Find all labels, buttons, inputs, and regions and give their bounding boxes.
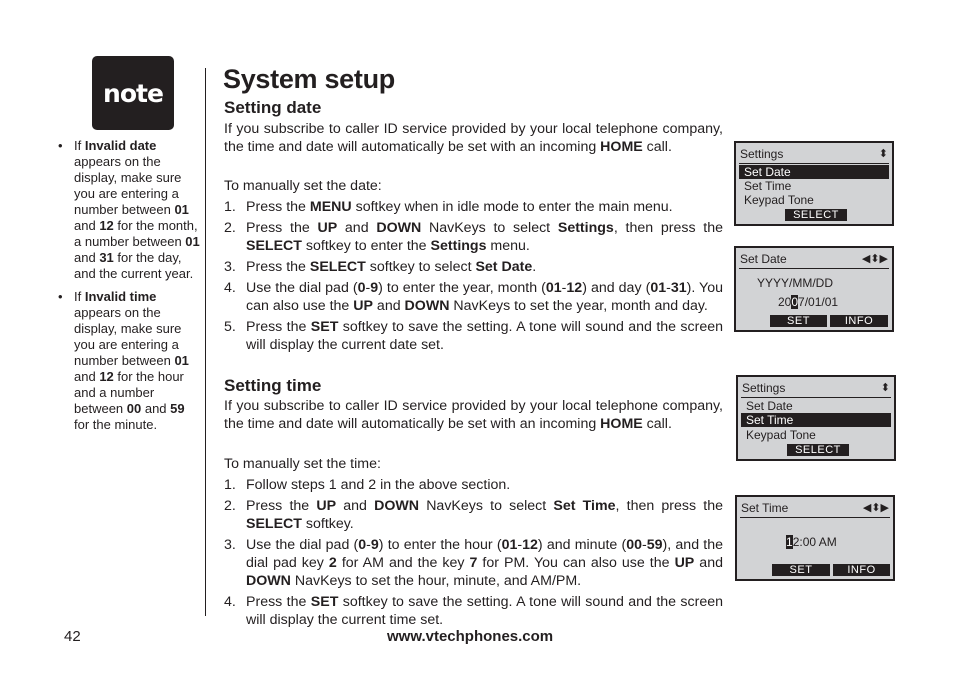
lcd-set-date (734, 246, 894, 332)
step-text: Press the (246, 199, 310, 215)
step-bold-text: 9 (370, 537, 379, 553)
lcd-settings-set-date (734, 141, 894, 226)
step-bold-text: Set Time (553, 498, 616, 514)
step-text: Press the (246, 220, 318, 236)
step-text: NavKeys to set the hour, minute, and AM/PM. (290, 573, 582, 589)
setting-date-intro (224, 121, 723, 157)
note-bold: 59 (170, 401, 185, 416)
intro-text: call. (642, 138, 672, 155)
step-bold-text: 0 (358, 537, 367, 553)
note-text: for the hour and a number between (74, 369, 184, 416)
lcd-softkey-set: SET (772, 564, 830, 576)
note-bold: 01 (174, 202, 189, 217)
step-text: Press the (246, 319, 311, 335)
step-text: ) and day ( (582, 280, 651, 296)
lcd-date-value (778, 295, 838, 309)
step-number: 3. (224, 259, 236, 275)
step-text: - (365, 280, 371, 296)
step-bold-text: 2 (328, 555, 337, 571)
step-bold-text: 01 (650, 280, 667, 296)
lcd-set-time (735, 495, 895, 581)
side-note-invalid-time (57, 289, 202, 433)
setting-time-intro (224, 398, 723, 434)
step-bold-text: SELECT (309, 259, 366, 275)
step-text: softkey to save the setting. A tone will sound and the screen will display the current time set. (246, 594, 724, 628)
note-bold: 00 (126, 401, 142, 416)
setting-time-heading: Setting time (224, 376, 322, 395)
step-bold-text: UP (353, 298, 373, 314)
step-bold-text: 7 (469, 555, 478, 571)
note-text: If (74, 289, 85, 304)
lcd-menu-item-set-time: Set Time (744, 179, 792, 193)
note-text: for the month, a number between (74, 218, 198, 249)
nav-arrows-icon: ◀⬍▶ (862, 502, 889, 514)
side-notes-list (57, 138, 202, 440)
step-bold-text: UP (317, 220, 338, 236)
intro-bold: HOME (600, 415, 643, 432)
intro-text: If you subscribe to caller ID service provided by your local telephone company, the time and date will automatically be set with an incoming (224, 121, 723, 155)
step-text: ). You can also use the (246, 280, 723, 314)
step-number: 1. (224, 199, 236, 215)
step-text: softkey to save the setting. A tone will sound and the screen will display the current date set. (246, 319, 724, 353)
note-logo-text: note (103, 78, 163, 108)
step-text: and (337, 220, 377, 236)
lcd-divider (741, 397, 891, 398)
step-text: . (532, 259, 537, 275)
step-text: softkey. (301, 516, 354, 532)
step-text: Press the (246, 259, 310, 275)
step-text: softkey to enter the (301, 238, 431, 254)
step-number: 5. (224, 319, 236, 335)
lcd-header: Settings (740, 147, 784, 161)
note-bold: 01 (174, 353, 189, 368)
setting-date-heading: Setting date (224, 98, 322, 117)
note-text: appears on the display, make sure you are entering a number between (74, 154, 182, 217)
up-down-arrows-icon: ⬍ (878, 148, 888, 160)
lcd-menu-item-set-date: Set Date (746, 399, 793, 413)
note-bold: 12 (99, 218, 114, 233)
step-text: , then press the (613, 220, 724, 236)
step-bold-text: UP (316, 498, 337, 514)
step-item (224, 219, 723, 255)
step-number: 4. (224, 280, 236, 296)
lcd-header: Set Date (740, 252, 787, 266)
step-bold-text: DOWN (404, 298, 450, 314)
step-bold-text: 9 (370, 280, 379, 296)
step-bold-text: 01 (501, 537, 518, 553)
intro-text: If you subscribe to caller ID service provided by your local telephone company, the time and date will automatically be set with an incoming (224, 398, 723, 432)
step-bold-text: DOWN (376, 220, 422, 236)
page-title: System setup (223, 64, 395, 94)
step-item (224, 497, 723, 533)
note-text: and (74, 218, 100, 233)
step-number: 3. (224, 537, 236, 553)
step-text: NavKeys to set the year, month and day. (449, 298, 708, 314)
step-bold-text: 59 (646, 537, 663, 553)
step-item (224, 258, 723, 276)
step-text: menu. (486, 238, 530, 254)
intro-text: call. (642, 415, 672, 432)
step-item (224, 593, 723, 629)
footer-url: www.vtechphones.com (387, 628, 554, 645)
step-text: Press the (246, 594, 311, 610)
step-bold-text: 12 (566, 280, 583, 296)
lcd-menu-item-keypad-tone: Keypad Tone (746, 428, 816, 442)
step-text: softkey to select (365, 259, 476, 275)
step-bold-text: 12 (522, 537, 538, 553)
side-note-invalid-date (57, 138, 202, 282)
lcd-time-value (786, 535, 837, 549)
note-bold: Invalid date (84, 138, 157, 153)
step-text: Use the dial pad ( (246, 280, 358, 296)
note-bold: 01 (185, 234, 200, 249)
lcd-divider (740, 517, 890, 518)
step-bold-text: UP (674, 555, 695, 571)
step-text: - (561, 280, 567, 296)
step-text: ) to enter the year, month ( (378, 280, 546, 296)
note-text: appears on the display, make sure you are entering a number between (74, 305, 182, 368)
lcd-softkey-info: INFO (830, 315, 888, 327)
nav-arrows-icon: ◀⬍▶ (861, 253, 888, 265)
step-text: Use the dial pad ( (246, 537, 359, 553)
step-text: and (694, 555, 723, 571)
note-text: and (74, 250, 100, 265)
step-text: NavKeys to select (419, 498, 554, 514)
note-bold: 31 (99, 250, 114, 265)
step-item (224, 536, 723, 590)
input-cursor: 0 (791, 295, 799, 309)
step-bold-text: 01 (545, 280, 562, 296)
step-text: - (517, 537, 523, 553)
step-bold-text: 00 (626, 537, 643, 553)
step-text: for PM. You can also use the (477, 555, 675, 571)
lcd-header: Set Time (741, 501, 789, 515)
step-item (224, 279, 723, 315)
step-text: Press the (246, 498, 317, 514)
up-down-arrows-icon: ⬍ (880, 382, 890, 394)
lcd-menu-item-keypad-tone: Keypad Tone (744, 193, 814, 207)
note-text: and (74, 369, 100, 384)
setting-date-steps (224, 198, 723, 357)
step-text: - (366, 537, 371, 553)
note-bold: Invalid time (84, 289, 157, 304)
step-bold-text: SET (310, 594, 339, 610)
step-text: for AM and the key (336, 555, 470, 571)
step-text: ), and the dial pad key (246, 537, 724, 571)
step-text: ) and minute ( (537, 537, 627, 553)
lcd-menu-item-set-time: Set Time (741, 413, 891, 427)
step-bold-text: SELECT (246, 516, 302, 532)
lcd-menu-item-set-date: Set Date (739, 165, 889, 179)
step-text: and (372, 298, 405, 314)
date-value-text: 20 (778, 295, 792, 309)
lcd-softkey-info: INFO (833, 564, 890, 576)
step-text: ) to enter the hour ( (378, 537, 502, 553)
step-bold-text: SELECT (246, 238, 302, 254)
step-text: Follow steps 1 and 2 in the above section. (246, 477, 511, 493)
setting-time-steps (224, 476, 723, 632)
note-logo (92, 56, 174, 130)
step-item (224, 198, 723, 216)
lcd-softkey-select: SELECT (787, 444, 849, 456)
time-value-text: 2:00 AM (792, 535, 837, 549)
note-text: If (74, 138, 85, 153)
step-bold-text: Settings (430, 238, 487, 254)
step-bold-text: 31 (670, 280, 687, 296)
step-text: - (642, 537, 647, 553)
step-text: NavKeys to select (421, 220, 558, 236)
lcd-settings-set-time (736, 375, 896, 461)
step-bold-text: MENU (309, 199, 352, 215)
lcd-date-format: YYYY/MM/DD (757, 276, 834, 290)
step-number: 4. (224, 594, 236, 610)
input-cursor: 1 (786, 535, 793, 549)
step-bold-text: DOWN (374, 498, 420, 514)
date-value-text: 7/01/01 (798, 295, 839, 309)
step-bold-text: SET (310, 319, 339, 335)
step-number: 1. (224, 477, 236, 493)
step-text: softkey when in idle mode to enter the main menu. (351, 199, 673, 215)
step-bold-text: Settings (557, 220, 614, 236)
note-text: for the minute. (74, 417, 158, 432)
step-number: 2. (224, 220, 236, 236)
step-bold-text: Set Date (475, 259, 533, 275)
setting-date-manual: To manually set the date: (224, 178, 382, 194)
note-text: for the day, and the current year. (74, 250, 194, 281)
step-text: - (666, 280, 671, 296)
intro-bold: HOME (600, 138, 643, 155)
step-item (224, 318, 723, 354)
step-item (224, 476, 723, 494)
lcd-softkey-select: SELECT (785, 209, 847, 221)
step-number: 2. (224, 498, 236, 514)
step-bold-text: DOWN (246, 573, 291, 589)
lcd-softkey-set: SET (770, 315, 827, 327)
page-number: 42 (64, 628, 81, 645)
setting-time-manual: To manually set the time: (224, 456, 381, 472)
column-divider (205, 68, 206, 616)
step-text: , then press the (615, 498, 724, 514)
lcd-header: Settings (742, 381, 786, 395)
lcd-divider (739, 268, 889, 269)
note-bold: 12 (99, 369, 114, 384)
lcd-divider (739, 163, 889, 164)
step-text: and (336, 498, 375, 514)
step-bold-text: 0 (357, 280, 366, 296)
note-text: and (141, 401, 171, 416)
